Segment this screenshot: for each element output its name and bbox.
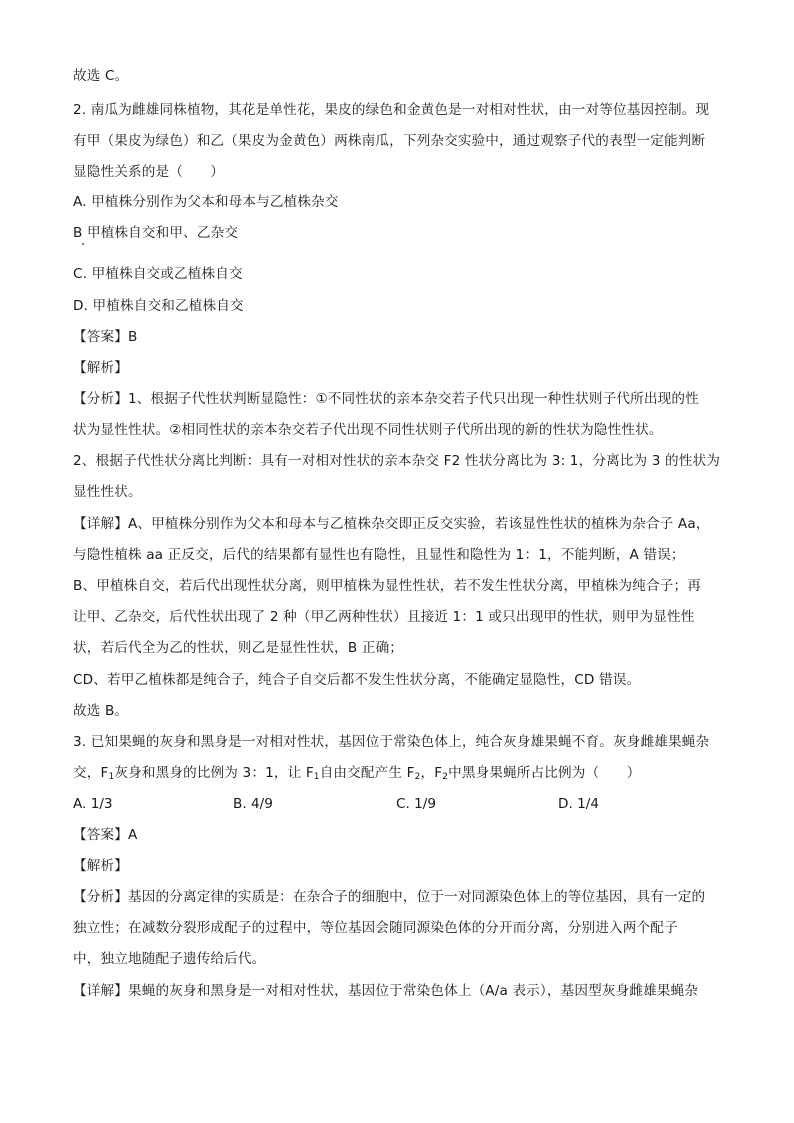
q3-stem-line-2: 交，$F_1$灰身和黑身的比例为 3：1，让 $F_1$自由交配产生 $F_2$，$F_2$中黑身果蝇所占比例为（ ） (73, 765, 641, 782)
q2-detail-line-5: 状，若后代全为乙的性状，则乙是显性性状，B 正确； (73, 640, 404, 656)
q2-option-c: C. 甲植株自交或乙植株自交 (73, 266, 243, 282)
q2-detail-line-6: CD、若甲乙植株都是纯合子，纯合子自交后都不发生性状分离，不能确定显隐性，CD 错误。 (73, 672, 641, 688)
stray-dot (82, 243, 84, 245)
q2-option-d: D. 甲植株自交和乙植株自交 (73, 298, 244, 314)
q3-answer: 【答案】A (73, 827, 138, 843)
q2-analysis-line-3: 2、根据子代性状分离比判断：具有一对相对性状的亲本杂交 F2 性状分离比为 3: 1，分离比为 3 的性状为 (73, 453, 721, 469)
q2-analysis-line-2: 状为显性性状。②相同性状的亲本杂交若子代出现不同性状则子代所出现的新的性状为隐性性状。 (73, 422, 663, 438)
q2-detail-line-4: 让甲、乙杂交，后代性状出现了 2 种（甲乙两种性状）且接近 1：1 或只出现甲的性状，则甲为显性性 (73, 609, 695, 625)
q2-stem-line-3: 显隐性关系的是（ ） (73, 164, 225, 180)
q3-analysis-line-2: 独立性；在减数分裂形成配子的过程中，等位基因会随同源染色体的分开而分离，分别进入两个配子 (73, 920, 678, 936)
q1-conclusion: 故选 C。 (73, 68, 129, 84)
q3-detail-line-1: 【详解】果蝇的灰身和黑身是一对相对性状，基因位于常染色体上（A/a 表示），基因型灰身雌雄果蝇杂 (73, 983, 699, 999)
q2-conclusion: 故选 B。 (73, 703, 129, 719)
q2-analysis-line-1: 【分析】1、根据子代性状判断显隐性：①不同性状的亲本杂交若子代只出现一种性状则子代所出现的性 (73, 391, 699, 407)
q2-detail-line-2: 与隐性植株 aa 正反交，后代的结果都有显性也有隐性，且显性和隐性为 1：1，不能判断，A 错误； (73, 547, 685, 563)
q2-jiexi-heading: 【解析】 (73, 360, 128, 376)
q3-option-d: D. 1/4 (558, 796, 599, 812)
q2-option-a: A. 甲植株分别作为父本和母本与乙植株杂交 (73, 194, 339, 210)
q3-option-c: C. 1/9 (396, 796, 437, 812)
q2-answer: 【答案】B (73, 329, 138, 345)
q2-detail-line-1: 【详解】A、甲植株分别作为父本和母本与乙植株杂交即正反交实验，若该显性性状的植株为杂合子 Aa， (73, 516, 710, 532)
q3-analysis-line-3: 中，独立地随配子遗传给后代。 (73, 951, 266, 967)
q2-stem-line-2: 有甲（果皮为绿色）和乙（果皮为金黄色）两株南瓜，下列杂交实验中，通过观察子代的表型一定能判断 (73, 133, 706, 149)
q2-stem-line-1: 2. 南瓜为雌雄同株植物，其花是单性花，果皮的绿色和金黄色是一对相对性状，由一对等位基因控制。现 (73, 102, 710, 118)
q3-jiexi-heading: 【解析】 (73, 858, 128, 874)
q3-option-b: B. 4/9 (233, 796, 273, 812)
q3-analysis-line-1: 【分析】基因的分离定律的实质是：在杂合子的细胞中，位于一对同源染色体上的等位基因，具有一定的 (73, 889, 706, 905)
q2-analysis-line-4: 显性性状。 (73, 484, 142, 500)
q3-option-a: A. 1/3 (73, 796, 113, 812)
q2-option-b: B 甲植株自交和甲、乙杂交 (73, 225, 239, 241)
q3-stem-line-1: 3. 已知果蝇的灰身和黑身是一对相对性状，基因位于常染色体上，纯合灰身雄果蝇不育。灰身雌雄果蝇杂 (73, 734, 710, 750)
q2-detail-line-3: B、甲植株自交，若后代出现性状分离，则甲植株为显性性状，若不发生性状分离，甲植株为纯合子；再 (73, 578, 701, 594)
